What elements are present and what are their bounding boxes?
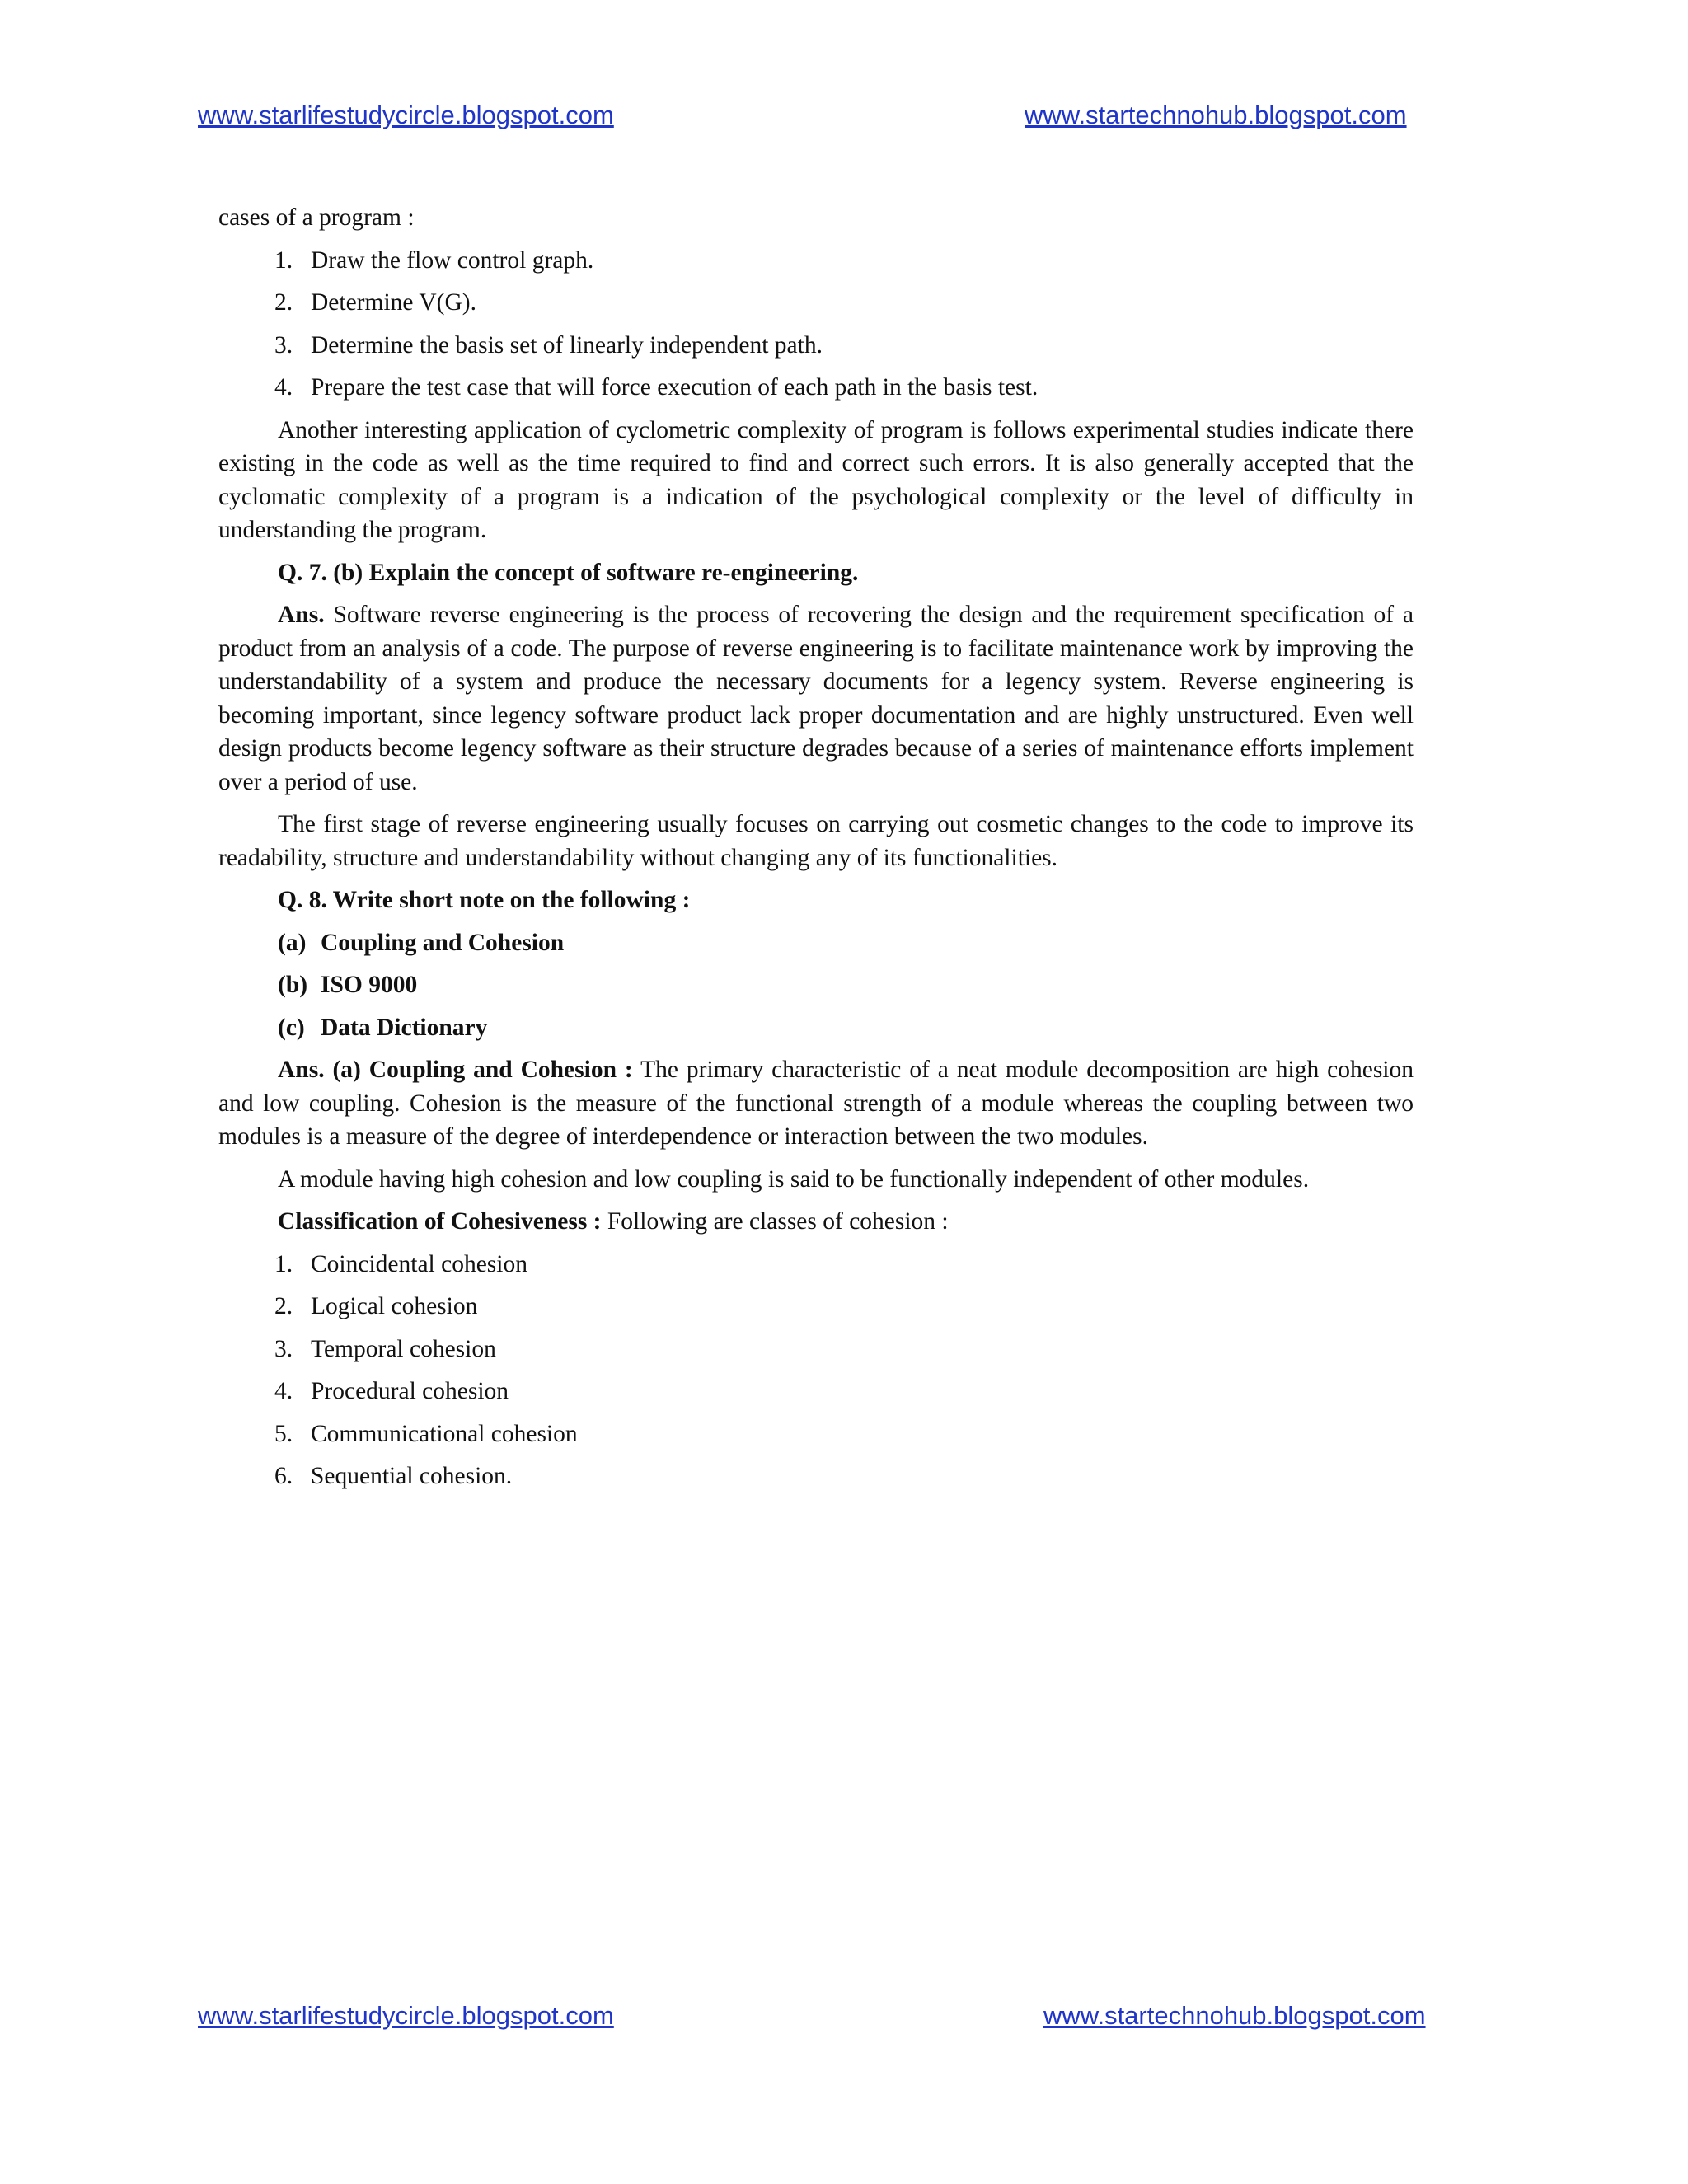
list-text: Sequential cohesion. [311, 1463, 513, 1489]
paragraph-first-stage: The first stage of reverse engineering usually focuses on carrying out cosmetic changes to the code to improve its readability, structure and understandability without changing any of its functionalities. [218, 811, 1414, 871]
item-tag: (b) [278, 972, 308, 998]
classification-heading [218, 1205, 1414, 1239]
paragraph-cyclomatic-application: Another interesting application of cyclometric complexity of program is follows experimental studies indicate there existing in the code as well as the time required to find and correct such errors. It is also generally accepted that the cyclomatic complexity of a program is a indication of the psychological complexity or the level of difficulty in understanding the program. [218, 416, 1414, 543]
cohesion-classes [218, 1248, 1414, 1493]
header-link-starlifestudycircle[interactable]: www.starlifestudycircle.blogspot.com [198, 101, 614, 129]
basis-path-steps [218, 244, 1414, 405]
list-text: Determine the basis set of linearly independent path. [311, 331, 823, 359]
answer-7b [218, 598, 1414, 799]
q8-item-c [218, 1011, 1414, 1045]
classification-label: Classification of Cohesiveness : [278, 1208, 602, 1235]
q8-item-a [218, 926, 1414, 960]
list-number: 3. [274, 1335, 293, 1362]
list-text: Coincidental cohesion [311, 1250, 528, 1277]
item-text: Coupling and Cohesion [321, 929, 565, 956]
list-number: 1. [274, 246, 293, 274]
list-item [218, 1460, 1414, 1493]
list-number: 5. [274, 1420, 293, 1447]
list-item [218, 1290, 1414, 1324]
list-number: 2. [274, 1293, 293, 1319]
list-text: Prepare the test case that will force execution of each path in the basis test. [311, 374, 1039, 401]
answer-text: Software reverse engineering is the process of recovering the design and the requirement specification of a product from an analysis of a code. The purpose of reverse engineering is to facilitate maintenance work by improving the understandability of a system and produce the necessary documents for a legency system. Reverse engineering is becoming important, since legency software product lack proper documentation and are highly unstructured. Even well design products become legency software as their structure degrades because of a series of maintenance efforts implement over a period of use. [218, 602, 1414, 795]
q8-item-b [218, 968, 1414, 1002]
footer-link-startechnohub[interactable]: www.startechnohub.blogspot.com [1043, 2001, 1426, 2030]
list-number: 4. [274, 374, 293, 401]
list-item [218, 1248, 1414, 1282]
page-content [218, 201, 1414, 1502]
list-number: 3. [274, 331, 293, 359]
answer-8a [218, 1053, 1414, 1154]
list-item [218, 1333, 1414, 1366]
list-item [218, 286, 1414, 320]
classification-text: Following are classes of cohesion : [607, 1208, 949, 1235]
header-link-startechnohub[interactable]: www.startechnohub.blogspot.com [1025, 101, 1407, 129]
answer-label: Ans. [278, 602, 325, 628]
list-text: Temporal cohesion [311, 1335, 496, 1362]
list-number: 1. [274, 1250, 293, 1277]
footer-link-starlifestudycircle[interactable]: www.starlifestudycircle.blogspot.com [198, 2001, 614, 2030]
question-7b: Q. 7. (b) Explain the concept of software re-engineering. [278, 559, 859, 586]
item-text: Data Dictionary [321, 1014, 488, 1041]
list-item [218, 1418, 1414, 1451]
item-tag: (c) [278, 1014, 305, 1041]
paragraph-functional-independence: A module having high cohesion and low coupling is said to be functionally independent of other modules. [278, 1165, 1310, 1193]
list-number: 2. [274, 289, 293, 316]
answer-label: Ans. (a) Coupling and Cohesion : [278, 1057, 633, 1083]
question-8: Q. 8. Write short note on the following : [278, 887, 691, 913]
intro-line: cases of a program : [218, 204, 415, 231]
list-item [218, 244, 1414, 278]
list-text: Procedural cohesion [311, 1378, 509, 1404]
list-number: 6. [274, 1463, 293, 1489]
answer-text: The primary characteristic of a neat module decomposition are high cohesion and low coupling. Cohesion is the measure of the functional strength of a module whereas the coupling between two modules is a measure of the degree of interdependence or interaction between the two modules. [218, 1057, 1414, 1150]
item-tag: (a) [278, 929, 307, 956]
list-item [218, 329, 1414, 363]
list-text: Communicational cohesion [311, 1420, 578, 1447]
list-item [218, 1375, 1414, 1408]
item-text: ISO 9000 [321, 972, 418, 998]
list-text: Draw the flow control graph. [311, 246, 594, 274]
list-text: Determine V(G). [311, 289, 476, 316]
list-number: 4. [274, 1378, 293, 1404]
list-text: Logical cohesion [311, 1293, 478, 1319]
list-item [218, 371, 1414, 405]
